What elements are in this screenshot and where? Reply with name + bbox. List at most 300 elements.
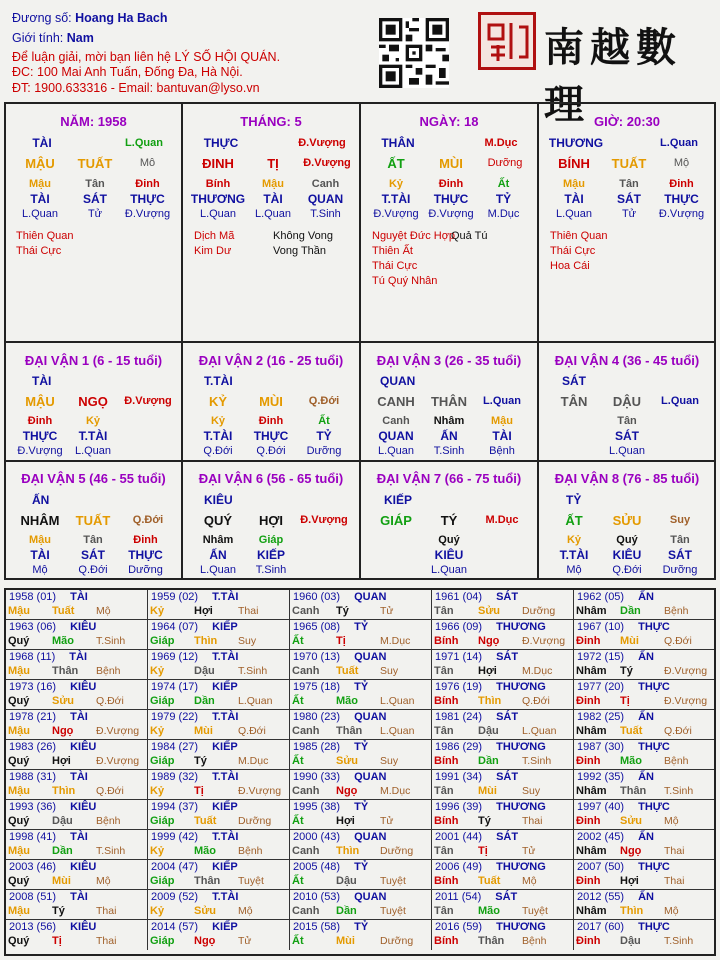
year-cell[interactable] — [290, 860, 432, 890]
year-number: 1988 (31) — [9, 771, 57, 783]
star: Không Vong — [273, 230, 333, 242]
pillar-phase: L.Quan — [125, 137, 163, 149]
year-cell[interactable] — [148, 890, 290, 920]
hidden-god: TÀI — [564, 192, 584, 206]
year-cell[interactable] — [148, 920, 290, 950]
year-pillar — [150, 605, 284, 617]
year-god: SÁT — [495, 891, 518, 903]
pillar-phase: L.Quan — [660, 137, 698, 149]
star: Thiên Quan — [16, 230, 74, 242]
year-phase: T.Sinh — [664, 785, 694, 797]
year-label — [577, 651, 654, 663]
year-branch: Dần — [336, 905, 357, 917]
year-phase: Tử — [522, 845, 536, 857]
year-label — [577, 921, 670, 933]
year-phase: Mộ — [238, 905, 253, 917]
year-branch: Mão — [194, 845, 216, 857]
year-branch: Tý — [620, 665, 633, 677]
year-pillar — [8, 635, 142, 647]
year-cell[interactable] — [148, 800, 290, 830]
year-cell[interactable] — [6, 920, 148, 950]
year-branch: Mùi — [336, 935, 355, 947]
year-cell[interactable] — [574, 680, 714, 710]
year-label — [9, 891, 88, 903]
year-number: 1970 (13) — [293, 651, 341, 663]
year-god: THƯƠNG — [496, 801, 546, 813]
year-label — [293, 921, 368, 933]
year-cell[interactable] — [574, 620, 714, 650]
year-pillar — [576, 605, 710, 617]
year-label — [293, 831, 386, 843]
year-stem: Canh — [292, 785, 320, 797]
year-pillar — [292, 665, 426, 677]
year-number: 1991 (34) — [435, 771, 483, 783]
phase: Đ.Vượng — [658, 208, 705, 220]
year-number: 1990 (33) — [293, 771, 341, 783]
year-number: 1965 (08) — [293, 621, 341, 633]
year-cell[interactable] — [290, 650, 432, 680]
year-god: TỶ — [354, 921, 369, 933]
year-cell[interactable] — [432, 860, 574, 890]
hidden-god: T.TÀI — [203, 429, 233, 443]
dai-van-title: ĐẠI VẬN 8 (76 - 85 tuổi) — [554, 471, 700, 486]
year-cell[interactable] — [6, 590, 148, 620]
year-label — [577, 771, 654, 783]
year-number: 2012 (55) — [577, 891, 625, 903]
year-cell[interactable] — [574, 710, 714, 740]
year-branch: Tý — [478, 815, 491, 827]
pillar-state: Đ.Vượng — [303, 157, 351, 169]
year-stem: Đinh — [576, 695, 601, 707]
year-branch: Tuất — [478, 875, 501, 887]
year-cell[interactable] — [6, 800, 148, 830]
year-number: 2004 (47) — [151, 861, 199, 873]
year-phase: Đ.Vượng — [238, 785, 282, 797]
year-cell[interactable] — [290, 920, 432, 950]
year-phase: T.Sinh — [238, 665, 268, 677]
year-cell[interactable] — [290, 830, 432, 860]
hidden-stem: Tân — [617, 415, 637, 427]
qr-code-icon[interactable] — [379, 18, 449, 88]
year-phase: Mộ — [96, 875, 111, 887]
hidden-stem: Mậu — [29, 178, 51, 190]
year-label — [293, 591, 386, 603]
pillar-title: NĂM: 1958 — [60, 114, 127, 129]
dai-van-branch: DẬU — [612, 394, 642, 409]
year-number: 1962 (05) — [577, 591, 625, 603]
year-cell[interactable] — [432, 710, 574, 740]
year-label — [293, 771, 386, 783]
year-pillar — [150, 665, 284, 677]
gender-line: Giới tính: Nam — [12, 31, 94, 45]
year-phase: Q.Đới — [238, 725, 266, 737]
year-cell[interactable] — [574, 650, 714, 680]
year-number: 2010 (53) — [293, 891, 341, 903]
year-cell[interactable] — [574, 890, 714, 920]
hidden-god: SÁT — [668, 548, 692, 562]
star: Quả Tú — [451, 230, 488, 242]
year-cell[interactable] — [148, 860, 290, 890]
year-number: 2007 (50) — [577, 861, 625, 873]
year-cell[interactable] — [290, 590, 432, 620]
year-god: KIÊU — [70, 921, 97, 933]
year-phase: L.Quan — [238, 695, 273, 707]
year-number: 1966 (09) — [435, 621, 483, 633]
year-cell[interactable] — [148, 650, 290, 680]
year-pillar — [434, 665, 568, 677]
phase: T.Sinh — [310, 208, 341, 220]
year-stem: Kỷ — [150, 785, 165, 797]
dai-van-god: T.TÀI — [204, 374, 233, 388]
hidden-god: T.TÀI — [78, 429, 108, 443]
year-god: TÀI — [70, 711, 88, 723]
year-cell[interactable] — [148, 710, 290, 740]
year-pillar — [150, 635, 284, 647]
year-pillar — [576, 845, 710, 857]
hidden-stem: Mậu — [563, 178, 585, 190]
year-label — [435, 681, 546, 693]
year-stem: Canh — [292, 905, 320, 917]
year-cell[interactable] — [432, 890, 574, 920]
year-branch: Tị — [336, 635, 346, 647]
year-number: 1978 (21) — [9, 711, 57, 723]
year-cell[interactable] — [290, 710, 432, 740]
year-god: SÁT — [496, 771, 519, 783]
year-god: THỰC — [638, 921, 670, 933]
year-stem: Canh — [292, 605, 320, 617]
year-number: 1971 (14) — [435, 651, 483, 663]
year-phase: Mộ — [664, 905, 679, 917]
hidden-god: QUAN — [307, 192, 344, 206]
year-cell[interactable] — [6, 740, 148, 770]
year-pillar — [576, 935, 710, 947]
hidden-stem: Kỷ — [566, 534, 582, 546]
year-cell[interactable] — [290, 680, 432, 710]
year-pillar — [434, 635, 568, 647]
phase: Dưỡng — [128, 564, 163, 576]
hidden-god: TÀI — [263, 192, 283, 206]
year-phase: Mộ — [96, 605, 111, 617]
year-number: 1974 (17) — [151, 681, 199, 693]
year-god: SÁT — [496, 711, 519, 723]
year-label — [151, 591, 238, 603]
year-cell[interactable] — [432, 740, 574, 770]
dai-van-god: TỶ — [566, 493, 582, 507]
year-pillar — [576, 875, 710, 887]
year-label — [577, 801, 670, 813]
year-stem: Quý — [8, 755, 30, 767]
year-pillar — [150, 815, 284, 827]
hidden-stem: Mậu — [491, 415, 513, 427]
year-number: 1964 (07) — [151, 621, 199, 633]
year-stem: Kỷ — [150, 665, 165, 677]
pillar-stem: ĐINH — [202, 156, 234, 171]
year-pillar — [434, 725, 568, 737]
year-cell[interactable] — [148, 830, 290, 860]
year-label — [293, 681, 368, 693]
year-cell[interactable] — [148, 680, 290, 710]
year-phase: Q.Đới — [96, 695, 124, 707]
year-branch: Thân — [478, 935, 505, 947]
year-stem: Giáp — [150, 695, 175, 707]
year-phase: L.Quan — [380, 725, 415, 737]
dai-van-branch: NGỌ — [78, 394, 108, 409]
year-phase: Suy — [522, 785, 541, 797]
year-label — [151, 621, 238, 633]
year-cell[interactable] — [148, 770, 290, 800]
year-branch: Thìn — [336, 845, 360, 857]
year-branch: Thân — [52, 665, 79, 677]
year-stem: Đinh — [576, 935, 601, 947]
year-branch: Hợi — [620, 875, 639, 887]
year-cell[interactable] — [574, 590, 714, 620]
year-cell[interactable] — [432, 590, 574, 620]
year-branch: Hợi — [336, 815, 355, 827]
year-pillar — [434, 695, 568, 707]
phase: Mộ — [566, 564, 582, 576]
year-number: 1994 (37) — [151, 801, 199, 813]
hidden-god: THỰC — [130, 192, 165, 206]
year-cell[interactable] — [6, 710, 148, 740]
phone-email-line[interactable]: ĐT: 1900.633316 - Email: bantuvan@lyso.vn — [12, 81, 260, 95]
year-cell[interactable] — [432, 920, 574, 950]
phase: T.Sinh — [433, 445, 465, 457]
year-number: 2003 (46) — [9, 861, 57, 873]
year-branch: Tị — [478, 845, 488, 857]
year-stem: Nhâm — [576, 785, 607, 797]
year-number: 1972 (15) — [577, 651, 625, 663]
dai-van-state: Đ.Vượng — [300, 514, 348, 526]
year-stem: Kỷ — [150, 725, 165, 737]
year-cell[interactable] — [290, 890, 432, 920]
year-branch: Tý — [194, 755, 207, 767]
year-god: KIÊU — [70, 621, 97, 633]
year-branch: Hợi — [52, 755, 71, 767]
year-number: 1968 (11) — [9, 651, 56, 663]
year-cell[interactable] — [148, 620, 290, 650]
star: Thiên Ất — [372, 245, 413, 257]
year-branch: Tý — [52, 905, 65, 917]
phase: Q.Đới — [256, 445, 286, 457]
year-god: KIẾP — [212, 681, 238, 693]
hidden-god: KIÊU — [612, 548, 642, 562]
year-god: TÀI — [70, 891, 88, 903]
year-number: 1960 (03) — [293, 591, 341, 603]
year-branch: Mùi — [478, 785, 497, 797]
year-number: 2013 (56) — [9, 921, 57, 933]
year-cell[interactable] — [432, 680, 574, 710]
year-god: SÁT — [496, 651, 519, 663]
year-god: TỶ — [354, 741, 369, 753]
year-cell[interactable] — [574, 740, 714, 770]
year-branch: Dần — [194, 695, 215, 707]
year-cell[interactable] — [6, 890, 148, 920]
year-cell[interactable] — [432, 650, 574, 680]
year-cell[interactable] — [290, 800, 432, 830]
year-god: QUAN — [354, 591, 387, 603]
year-number: 1958 (01) — [9, 591, 57, 603]
year-pillar — [150, 875, 284, 887]
phase: Q.Đới — [612, 564, 642, 576]
dai-van-branch: MÙI — [259, 394, 283, 409]
year-label — [9, 681, 96, 693]
year-pillar — [292, 605, 426, 617]
dai-van-state: M.Dục — [485, 514, 519, 526]
year-branch: Thân — [336, 725, 363, 737]
year-branch: Sửu — [478, 605, 501, 617]
phase: L.Quan — [377, 445, 415, 457]
year-number: 1980 (23) — [293, 711, 341, 723]
year-pillar — [8, 905, 142, 917]
year-cell[interactable] — [432, 800, 574, 830]
year-cell[interactable] — [290, 740, 432, 770]
year-cell[interactable] — [574, 800, 714, 830]
year-pillar — [8, 875, 142, 887]
year-cell[interactable] — [574, 770, 714, 800]
year-cell[interactable] — [148, 740, 290, 770]
year-god: TỶ — [354, 801, 369, 813]
year-god: THỰC — [638, 621, 670, 633]
year-phase: Bệnh — [664, 605, 689, 617]
year-stem: Kỷ — [150, 845, 165, 857]
year-cell[interactable] — [6, 770, 148, 800]
year-label — [293, 891, 386, 903]
year-phase: T.Sinh — [664, 935, 694, 947]
year-cell[interactable] — [6, 680, 148, 710]
year-branch: Thìn — [194, 635, 218, 647]
dai-van-god: ẤN — [32, 493, 50, 507]
year-cell[interactable] — [290, 770, 432, 800]
year-cell[interactable] — [574, 920, 714, 950]
year-number: 1987 (30) — [577, 741, 625, 753]
year-god: SÁT — [496, 831, 519, 843]
year-branch: Dậu — [194, 665, 215, 677]
year-cell[interactable] — [148, 590, 290, 620]
phase: Dưỡng — [662, 564, 698, 576]
year-stem: Ất — [292, 815, 304, 827]
year-pillar — [8, 755, 142, 767]
year-label — [577, 711, 654, 723]
pillar-state: Mộ — [673, 157, 690, 169]
year-phase: Đ.Vượng — [664, 665, 708, 677]
annual-luck-table — [4, 588, 716, 956]
year-stem: Nhâm — [576, 725, 607, 737]
year-pillar — [8, 695, 142, 707]
year-branch: Dần — [478, 755, 499, 767]
hidden-stem: Mậu — [29, 534, 51, 546]
year-stem: Quý — [8, 815, 30, 827]
year-god: THỰC — [638, 681, 670, 693]
hidden-stem: Nhâm — [202, 534, 234, 546]
year-god: ẤN — [638, 831, 654, 843]
phase: L.Quan — [430, 564, 468, 576]
year-phase: M.Dục — [380, 785, 411, 797]
year-stem: Bính — [434, 755, 459, 767]
year-pillar — [8, 815, 142, 827]
year-number: 2006 (49) — [435, 861, 483, 873]
year-god: TÀI — [70, 591, 88, 603]
year-cell[interactable] — [574, 860, 714, 890]
year-pillar — [292, 905, 426, 917]
year-god: KIÊU — [70, 741, 97, 753]
year-number: 2016 (59) — [435, 921, 483, 933]
year-phase: Tuyệt — [380, 905, 406, 917]
year-phase: L.Quan — [380, 695, 415, 707]
year-phase: Q.Đới — [664, 635, 692, 647]
year-pillar — [150, 935, 284, 947]
year-label — [435, 861, 546, 873]
year-cell[interactable] — [6, 860, 148, 890]
year-pillar — [292, 875, 426, 887]
year-stem: Mậu — [8, 605, 30, 617]
year-pillar — [434, 935, 568, 947]
year-number: 1998 (41) — [9, 831, 57, 843]
phase: L.Quan — [254, 208, 292, 220]
year-god: TÀI — [70, 771, 88, 783]
year-stem: Quý — [8, 875, 30, 887]
phase: Đ.Vượng — [124, 208, 171, 220]
dai-van-title: ĐẠI VẬN 6 (56 - 65 tuổi) — [198, 471, 344, 486]
year-number: 1984 (27) — [151, 741, 199, 753]
star: Hoa Cái — [550, 260, 590, 272]
year-cell[interactable] — [432, 770, 574, 800]
year-god: T.TÀI — [212, 831, 239, 843]
year-label — [435, 711, 518, 723]
year-cell[interactable] — [6, 830, 148, 860]
year-pillar — [434, 905, 568, 917]
hidden-stem: Đinh — [438, 178, 464, 190]
year-branch: Sửu — [194, 905, 217, 917]
year-god: T.TÀI — [212, 711, 239, 723]
hidden-god: SÁT — [615, 429, 639, 443]
year-cell[interactable] — [6, 620, 148, 650]
year-pillar — [8, 845, 142, 857]
hidden-god: THỰC — [22, 429, 58, 443]
year-pillar — [576, 725, 710, 737]
dai-van-stem: ẤT — [565, 513, 583, 528]
year-branch: Thân — [620, 785, 647, 797]
year-stem: Kỷ — [150, 605, 165, 617]
year-label — [9, 861, 96, 873]
year-number: 1981 (24) — [435, 711, 483, 723]
year-label — [151, 711, 238, 723]
year-label — [9, 651, 87, 663]
hidden-stem: Giáp — [258, 534, 284, 546]
year-number: 2001 (44) — [435, 831, 483, 843]
year-label — [151, 771, 238, 783]
year-god: THƯƠNG — [496, 621, 546, 633]
year-phase: Đ.Vượng — [522, 635, 566, 647]
year-number: 1961 (04) — [435, 591, 483, 603]
year-god: TÀI — [70, 831, 88, 843]
year-cell[interactable] — [6, 650, 148, 680]
year-cell[interactable] — [432, 830, 574, 860]
year-phase: Dưỡng — [238, 815, 272, 827]
year-cell[interactable] — [574, 830, 714, 860]
year-number: 1977 (20) — [577, 681, 625, 693]
year-stem: Bính — [434, 815, 459, 827]
dai-van-branch: TUẤT — [75, 513, 111, 528]
hidden-stem: Mậu — [262, 178, 284, 190]
hidden-stem: Nhâm — [433, 415, 465, 427]
year-cell[interactable] — [290, 620, 432, 650]
star: Dịch Mã — [194, 230, 235, 242]
year-cell[interactable] — [432, 620, 574, 650]
year-label — [151, 861, 238, 873]
dai-van-god: KIÊU — [204, 493, 233, 507]
year-god: T.TÀI — [212, 771, 239, 783]
hidden-god: ẤN — [209, 548, 227, 562]
